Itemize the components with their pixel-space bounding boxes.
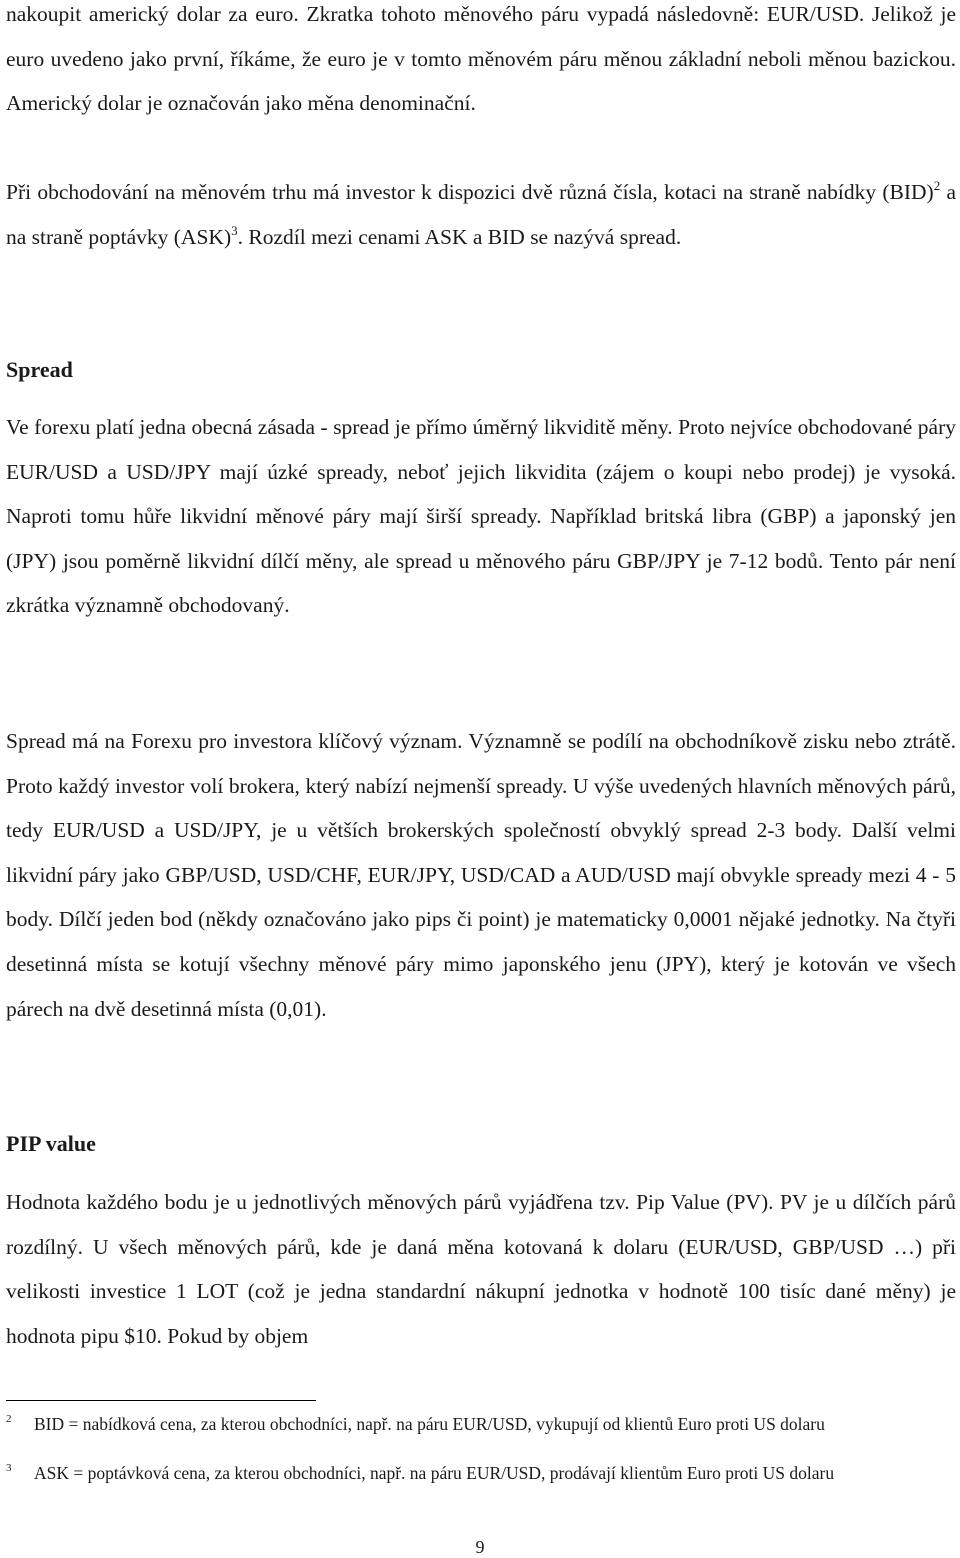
- heading-spread: Spread: [6, 357, 73, 382]
- paragraph-pip-value: [6, 1180, 956, 1358]
- paragraph-bid-ask: [6, 170, 956, 259]
- footnote-2: 2 BID = nabídková cena, za kterou obchodníci, např. na páru EUR/USD, vykupují od klientů Euro proti US dolaru: [6, 1413, 825, 1434]
- footnote-ref-2[interactable]: 2: [933, 178, 941, 193]
- footnote-ref-3[interactable]: 3: [231, 222, 238, 238]
- paragraph-pip-value-text: Hodnota každého bodu je u jednotlivých měnových párů vyjádřena tzv. Pip Value (PV). PV je u dílčích párů rozdílný. U všech měnových párů, kde je daná měna kotovaná k dolaru (EUR/USD, GBP/USD …) při velikosti investice 1 LOT (což je jedna standardní nákupní jednotka v hodnotě 100 tisíc dané měny) je hodnota pipu $10. Pokud by objem: [6, 1190, 956, 1348]
- footnote-3: 3 ASK = poptávková cena, za kterou obchodníci, např. na páru EUR/USD, prodávají klientům Euro proti US dolaru: [6, 1462, 835, 1483]
- page-number: 9: [475, 1537, 485, 1557]
- paragraph-bid-ask-text-c: . Rozdíl mezi cenami ASK a BID se nazývá spread.: [237, 224, 682, 249]
- paragraph-spread-liquidity-text: Ve forexu platí jedna obecná zásada - spread je přímo úměrný likviditě měny. Proto nejvíce obchodované páry EUR/USD a USD/JPY mají úzké spready, neboť jejich likvidita (zájem o koupi nebo prodej) je vysoká. Naproti tomu hůře likvidní měnové páry mají širší spready. Například britská libra (GBP) a japonský jen (JPY) jsou poměrně likvidní dílčí měny, ale spread u měnového páru GBP/JPY je 7-12 bodů. Tento pár není zkrátka významně obchodovaný.: [6, 415, 956, 618]
- paragraph-spread-importance: [6, 719, 956, 1031]
- paragraph-spread-liquidity: [6, 405, 956, 628]
- paragraph-intro-text: nakoupit americký dolar za euro. Zkratka tohoto měnového páru vypadá následovně: EUR/USD. Jelikož je euro uvedeno jako první, říkáme, že euro je v tomto měnovém páru měnou základní neboli měnou bazickou. Americký dolar je označován jako měna denominační.: [6, 2, 956, 116]
- paragraph-intro: [6, 0, 956, 126]
- paragraph-bid-ask-text-a: Při obchodování na měnovém trhu má investor k dispozici dvě různá čísla, kotaci na straně nabídky (BID): [6, 180, 934, 204]
- footnote-text: BID = nabídková cena, za kterou obchodníci, např. na páru EUR/USD, vykupují od klientů Euro proti US dolaru: [34, 1414, 825, 1434]
- heading-pip-value: PIP value: [6, 1131, 96, 1156]
- footnote-separator: [6, 1400, 316, 1401]
- paragraph-spread-importance-text: Spread má na Forexu pro investora klíčový význam. Významně se podílí na obchodníkově zisku nebo ztrátě. Proto každý investor volí brokera, který nabízí nejmenší spready. U výše uvedených hlavních měnových párů, tedy EUR/USD a USD/JPY, je u větších brokerských společností obvyklý spread 2-3 body. Další velmi likvidní páry jako GBP/USD, USD/CHF, EUR/JPY, USD/CAD a AUD/USD mají obvykle spready mezi 4 - 5 body. Dílčí jeden bod (někdy označováno jako pips či point) je matematicky 0,0001 nějaké jednotky. Na čtyři desetinná místa se kotují všechny měnové páry mimo japonského jenu (JPY), který je kotován ve všech párech na dvě desetinná místa (0,01).: [6, 729, 956, 1021]
- footnote-text: ASK = poptávková cena, za kterou obchodníci, např. na páru EUR/USD, prodávají klientům Euro proti US dolaru: [34, 1463, 835, 1483]
- paragraph-bid-ask-text-b: a na straně poptávky (ASK): [6, 180, 956, 249]
